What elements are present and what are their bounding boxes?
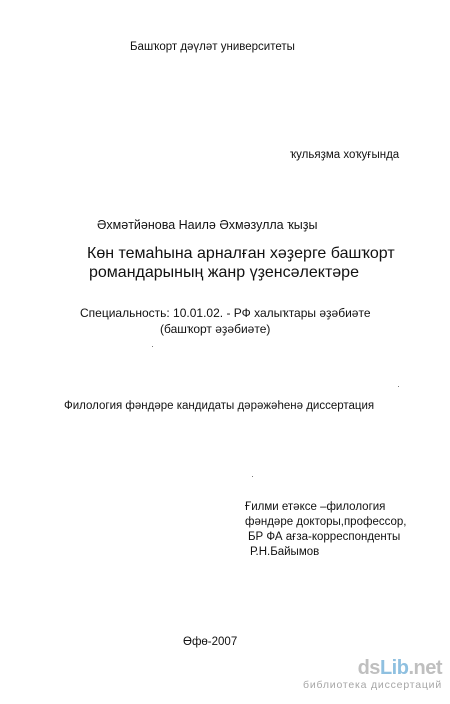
scan-speck <box>398 386 399 387</box>
degree-line: Филология фәндәре кандидаты дәрәжәһенә диссертация <box>64 400 375 412</box>
specialty-line-2: (башҡорт әҙәбиәте) <box>160 322 271 336</box>
scan-speck <box>252 476 253 477</box>
scan-speck <box>152 346 153 347</box>
thesis-title-line-2: романдарының жанр үҙенсәлектәре <box>89 264 359 281</box>
supervisor-line-1: Ғилми етәксе –филология <box>245 501 386 513</box>
supervisor-line-3: БР ФА ағза-корреспонденты <box>248 531 401 543</box>
city-year: Өфө-2007 <box>183 636 238 648</box>
manuscript-note: ҡульяҙма хоҡуғында <box>290 149 400 161</box>
watermark-logo: dsLib.net <box>357 657 442 679</box>
specialty-line-1: Специальность: 10.01.02. - РФ халыҡтары әҙәбиәте <box>80 306 371 320</box>
university-name: Башҡорт дәүләт университеты <box>130 41 295 53</box>
supervisor-line-2: фәндәре докторы,профессор, <box>245 516 407 528</box>
watermark-subtitle: библиотека диссертаций <box>303 679 442 691</box>
supervisor-line-4: Р.Н.Байымов <box>250 546 320 558</box>
watermark <box>303 657 442 692</box>
thesis-title-line-1: Көн темаһына арналған хәҙерге башҡорт <box>87 245 395 262</box>
author-name: Әхмәтйәнова Наилә Әхмәзулла ҡыҙы <box>97 218 318 232</box>
